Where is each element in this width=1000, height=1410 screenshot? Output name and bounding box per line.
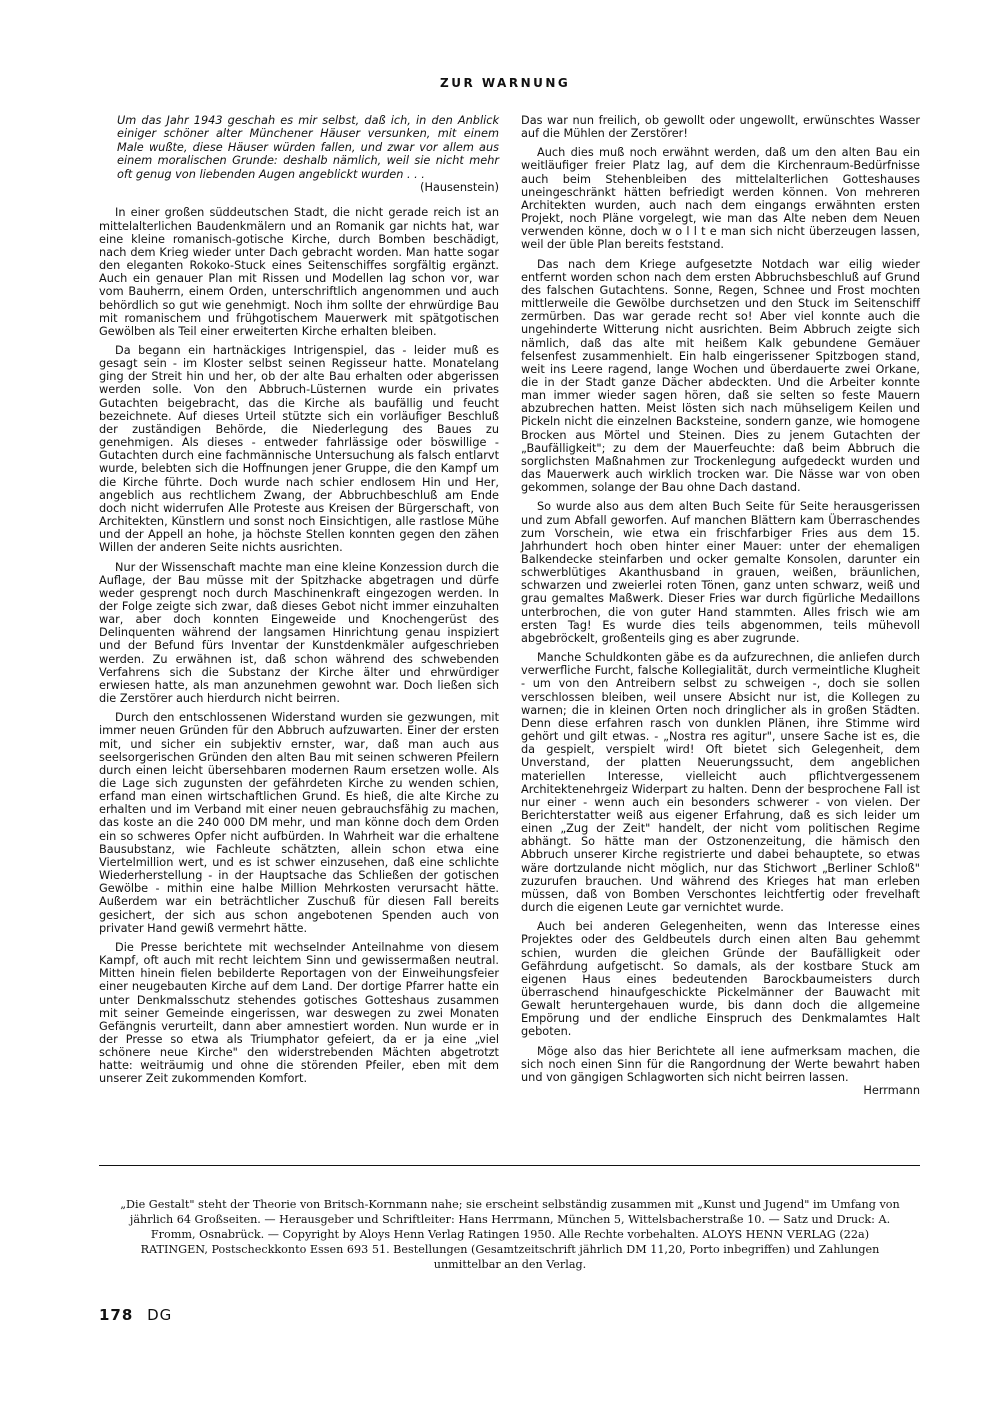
paragraph: Die Presse berichtete mit wechselnder Anteilnahme von diesem Kampf, oft auch mit recht leichtem Sinn und gewissermaßen neutral. Mitten hinein fielen bebilderte Reportagen von der Einweihungsfeier einer neugebauten Kirche auf dem Land. Der dortige Pfarrer hatte ein unter Denkmalsschutz stehendes gotisches Gotteshaus zusammen mit seiner Gemeinde eingerissen, war deswegen zu zwei Monaten Gefängnis verurteilt, dann aber amnestiert worden. Nun wurde er in der Presse so etwa als Triumphator gefeiert, da er ja eine „viel schönere neue Kirche" den widerstrebenden Mächten abgetrotzt hatte: weiträumig und ohne die störenden Pfeiler, eben mit dem unserer Zeit zukommenden Komfort. [99,940,499,1086]
paragraph: Nur der Wissenschaft machte man eine kleine Konzession durch die Auflage, der Bau müsse mit der Spitzhacke abgetragen und dürfe weder gesprengt noch durch Maschinenkraft eingezogen werden. In der Folge zeigte sich zwar, daß dieses Gebot nicht immer einzuhalten war, aber doch konnten Eingeweide und Knochengerüst des Delinquenten während der langsamen Hinrichtung genau inspiziert und der Befund fürs Inventar der Kunstdenkmäler aufgeschrieben werden. Zu erwähnen ist, daß schon während des schwebenden Verfahrens sich die Substanz der Kirche älter und ehrwürdiger erwiesen hatte, als man anzunehmen gewohnt war. Doch ließen sich die Zerstörer auch hierdurch nicht beirren. [99,560,499,706]
paragraph: In einer großen süddeutschen Stadt, die nicht gerade reich ist an mittelalterlichen Baudenkmälern und an Romanik gar nichts hat, war eine kleine romanisch-gotische Kirche, durch Bomben beschädigt, nach dem Krieg wieder unter Dach gebracht worden. Man hatte sogar den eleganten Rokoko-Stuck eines Seitenschiffes sorgfältig ergänzt. Auch ein genauer Plan mit Rissen und Modellen lag schon vor, war vom Bauherrn, einem Orden, unterschriftlich angenommen und auch behördlich so gut wie genehmigt. Noch ihm sollte der ehrwürdige Bau mit romanischem und frühgotischem Mauerwerk mit spätgotischen Gewölben als Teil einer erweiterten Kirche erhalten bleiben. [99,206,499,338]
page-title: ZUR WARNUNG [440,76,571,90]
epigraph [117,114,499,194]
footer-rule [99,1165,920,1166]
author-signature: Herrmann [863,1084,920,1098]
imprint: „Die Gestalt" steht der Theorie von Britsch-Kornmann nahe; sie erscheint selbständig zusammen mit „Kunst und Jugend" im Umfang von jährlich 64 Großseiten. — Herausgeber und Schriftleiter: Hans Herrmann, München 5, Wittelsbacherstraße 10. — Satz und Druck: A. Fromm, Osnabrück. — Copyright by Aloys Henn Verlag Ratingen 1950. Alle Rechte vorbehalten. ALOYS HENN VERLAG (22a) RATINGEN, Postscheckkonto Essen 693 51. Bestellungen (Gesamtzeitschrift jährlich DM 11,20, Porto inbegriffen) und Zahlungen unmittelbar an den Verlag. [120,1198,900,1271]
page-footer [99,1306,172,1324]
paragraph: Auch dies muß noch erwähnt werden, daß um den alten Bau ein weitläufiger freier Platz lag, auf dem die Kirchenraum-Bedürfnisse auch beim Stehenbleiben des mittelalterlichen Gotteshauses uneingeschränkt hätten befriedigt werden können. Von mehreren Architekten wurden, auch nach dem eingangs erwähnten ersten Projekt, noch Pläne vorgelegt, wie man das Alte neben dem Neuen verwenden könne, doch w o l l t e man sich nicht überzeugen lassen, weil der üble Plan bereits feststand. [521,146,920,252]
paragraph: Das war nun freilich, ob gewollt oder ungewollt, erwünschtes Wasser auf die Mühlen der Zerstörer! [521,114,920,141]
paragraph: Da begann ein hartnäckiges Intrigenspiel, das - leider muß es gesagt sein - im Kloster selbst seinen Regisseur hatte. Monatelang ging der Streit hin und her, ob der alte Bau erhalten oder abgerissen werden solle. Von den Abbruch-Lüsternen wurde ein privates Gutachten beigebracht, das die Kirche als baufällig und feucht bezeichnete. Auf dieses Urteil stützte sich ein vorläufiger Beschluß der zuständigen Behörde, die Niederlegung des Baues zu genehmigen. Als dieses - entweder fahrlässige oder böswillige - Gutachten durch eine fachmännische Untersuchung als falsch entlarvt wurde, belebten sich die Hoffnungen jener Gruppe, die den Kampf um die Kirche führte. Doch wurde nach schier endlosem Hin und Her, angeblich aus rechtlichem Zwang, der Abbruchbeschluß am Ende doch nicht widerrufen Alle Proteste aus Kreisen der Bürgerschaft, von Architekten, Künstlern und sonst noch Einsichtigen, alle rastlose Mühe und der Appell an hohe, ja höchste Stellen konnten gegen den zähen Willen der anderen Seite nichts ausrichten. [99,344,499,555]
closing-paragraph [521,1044,920,1098]
epigraph-source: (Hausenstein) [420,181,499,195]
paragraph: Manche Schuldkonten gäbe es da aufzurechnen, die anliefen durch verwerfliche Furcht, falsche Kollegialität, durch vermeintliche Klugheit - um von den Antreibern selbst zu schweigen -, doch sie sollen verschlossen bleiben, weil unsere Absicht nur ist, die Kollegen zu warnen; die in kleinen Orten noch dringlicher als in großen Städten. Denn diese erfahren rasch von dunklen Plänen, ihre Stimme wird gehört und gilt etwas. - „Nostra res agitur", unsere Sache ist es, die da gespielt, verspielt wird! Oft bietet sich Gelegenheit, dem Unverstand, der platten Neuerungssucht, dem angeblichen materiellen Interesse, vielleicht auch pflichtvergessenem Architektenehrgeiz Widerpart zu halten. Denn der besprochene Fall ist nur einer - wenn auch ein besonders schwerer - von vielen. Der Berichterstatter weiß aus eigener Erfahrung, daß es sich leider um einen „Zug der Zeit" handelt, der nicht vom politischen Regime abhängt. So hätte man der Ostzonenzeitung, die hämisch den Abbruch unserer Kirche registrierte und dabei behauptete, so etwas wäre dortzulande nicht möglich, nur das Stichwort „Berliner Schloß" zuzurufen brauchen. Und während des Krieges hat man erleben müssen, daß von Bomben Verschontes leichtfertig oder frevelhaft durch die eigenen Leute gar vernichtet wurde. [521,651,920,915]
paragraph: Durch den entschlossenen Widerstand wurden sie gezwungen, mit immer neuen Gründen für den Abbruch aufzuwarten. Einer der ersten mit, und sicher ein subjektiv ernster, war, daß man auch aus seelsorgerischen Gründen den alten Bau mit seinen schweren Pfeilern durch einen leicht übersehbaren modernen Raum ersetzen wolle. Als die Lage sich zugunsten der gefährdeten Kirche zu wenden schien, erfand man einen wirtschaftlichen Grund. Es hieß, die alte Kirche zu erhalten und im Verband mit einer neuen gebrauchsfähig zu machen, das koste an die 240 000 DM mehr, und man könne doch dem Orden ein so schweres Opfer nicht aufbürden. In Wahrheit war die erhaltene Bausubstanz, wie Fachleute schätzten, allein schon etwa eine Viertelmillion wert, und es ist schwer einzusehen, daß eine schlichte Wiederherstellung - in der Hauptsache das Schließen der gotischen Gewölbe - mithin eine halbe Million Mehrkosten verursacht hätte. Außerdem war ein beträchtlicher Zuschuß für diesen Fall bereits gesichert, der sich aus schon angebotenen Spenden auch von privater Hand gewiß vermehrt hätte. [99,711,499,935]
left-column [99,114,499,1092]
epigraph-text: Um das Jahr 1943 geschah es mir selbst, daß ich, in den Anblick einiger schöner alter Münchener Häuser versunken, mit einem Male wußte, diese Häuser würden fallen, und zwar vor allem aus einem moralischen Grunde: deshalb nämlich, weil sie nicht mehr oft genug von liebenden Augen angeblickt wurden . . . [117,114,499,181]
paragraph: Das nach dem Kriege aufgesetzte Notdach war eilig wieder entfernt worden schon nach dem ersten Abbruchsbeschluß auf Grund des falschen Gutachtens. Sonne, Regen, Schnee und Frost mochten mittlerweile die Gewölbe durchsetzen und den Stuck im Seitenschiff zermürben. Das war gerade recht so! Aber viel konnte auch die ungehinderte Witterung nicht ausrichten. Beim Abbruch zeigte sich nämlich, daß das alte mit heißem Kalk gebundene Gemäuer felsenfest zusammenhielt. Ein halb eingerissener Spitzbogen stand, weit ins Leere ragend, lange Wochen und überdauerte zwei Orkane, die in der Stadt ganze Dächer abdeckten. Und die Arbeiter konnte man immer wieder sagen hören, daß sie selten so feste Mauern abzubrechen hatten. Meist lösten sich nach mühseligem Keilen und Pickeln nicht die einzelnen Backsteine, sondern ganze, wie homogene Brocken aus Mörtel und Steinen. Dies zu jenem Gutachten der „Baufälligkeit"; zu dem der Mauerfeuchte: daß beim Abbruch die sorglichsten Maßnahmen zur Trockenlegung aufgedeckt wurden und das Mauerwerk auch wirklich trocken war. Die Nässe war von oben gekommen, solange der Bau ohne Dach dastand. [521,257,920,495]
right-column [521,114,920,1097]
journal-abbreviation: DG [147,1306,173,1324]
paragraph: Auch bei anderen Gelegenheiten, wenn das Interesse eines Projektes oder des Geldbeutels durch einen alten Bau gehemmt schien, wurden die gleichen Gründe der Baufälligkeit oder Gefährdung aufgetischt. So damals, als der kostbare Stuck am eigenen Haus eines bedeutenden Barockbaumeisters durch überraschend hinaufgeschickte Pickelmänner der Bauwacht mit Gewalt heruntergehauen wurde, bis dann doch die allgemeine Empörung und der endliche Einspruch des Denkmalamtes Halt geboten. [521,920,920,1039]
closing-text: Möge also das hier Berichtete all iene aufmerksam machen, die sich noch einen Sinn für die Rangordnung der Werte bewahrt haben und von gängigen Schlagworten sich nicht beirren lassen. [521,1044,920,1084]
page-number: 178 [99,1306,134,1324]
paragraph: So wurde also aus dem alten Buch Seite für Seite herausgerissen und zum Abfall geworfen. Auf manchen Blättern kam Überraschendes zum Vorschein, wie etwa ein frischfarbiger Fries aus dem 15. Jahrhundert hoch oben hinter einer Mauer: unter der ehemaligen Balkendecke steinfarben und ocker gemalte Konsolen, darunter ein schwerblütiges Akanthusband in grauen, weißen, bräunlichen, schwarzen und zweierlei roten Tönen, ganz unten schwarz, weiß und grau gemaltes Maßwerk. Dieser Fries war durch figürliche Medaillons unterbrochen, die von guter Hand stammten. Alles frisch wie am ersten Tag! Es wurde dies teils abgenommen, teils mühevoll abgebröckelt, großenteils ging es aber zugrunde. [521,500,920,645]
